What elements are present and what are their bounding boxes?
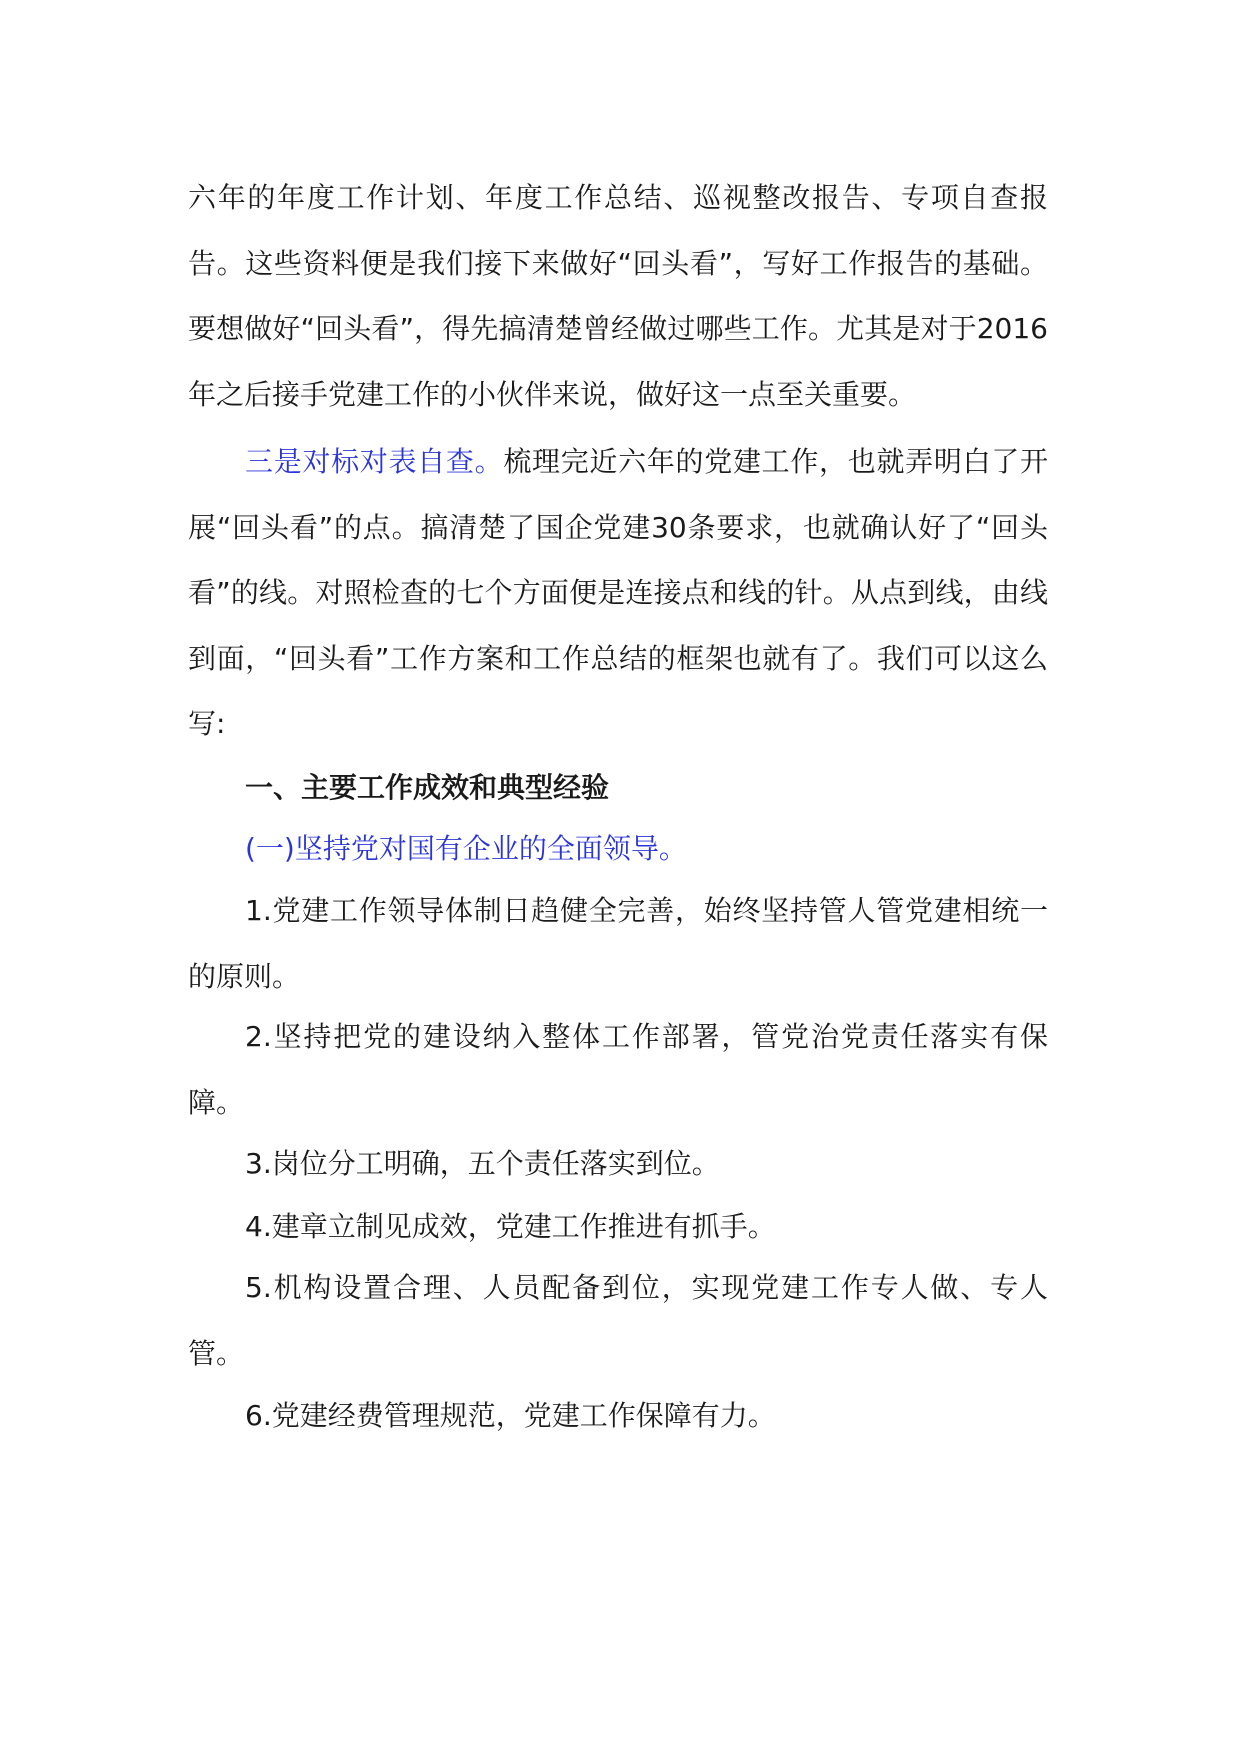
list-item-6: 6.党建经费管理规范，党建工作保障有力。 [245,1399,776,1432]
list-item-3: 3.岗位分工明确，五个责任落实到位。 [245,1147,720,1180]
paragraph-materials: 六年的年度工作计划、年度工作总结、巡视整改报告、专项自查报告。这些资料便是我们接下来做好“回头看”，写好工作报告的基础。要想做好“回头看”，得先搞清楚曾经做过哪些工作。尤其是对于2016年之后接手党建工作的小伙伴来说，做好这一点至关重要。 [188,181,1048,411]
list-item-2: 2.坚持把党的建设纳入整体工作部署，管党治党责任落实有保障。 [188,1020,1048,1119]
list-item-5: 5.机构设置合理、人员配备到位，实现党建工作专人做、专人管。 [188,1271,1048,1370]
list-item-1: 1.党建工作领导体制日趋健全完善，始终坚持管人管党建相统一的原则。 [188,894,1048,993]
self-check-body: 梳理完近六年的党建工作，也就弄明白了开展“回头看”的点。搞清楚了国企党建30条要求，也就确认好了“回头看”的线。对照检查的七个方面便是连接点和线的针。从点到线，由线到面，“回头看”工作方案和工作总结的框架也就有了。我们可以这么写: [188,445,1048,740]
self-check-lead: 三是对标对表自查。 [245,445,504,478]
paragraph-self-check [188,429,1048,757]
subheading-party-leadership: (一)坚持党对国有企业的全面领导。 [245,831,687,865]
document-page [188,165,1048,1449]
list-item-4: 4.建章立制见成效，党建工作推进有抓手。 [245,1209,776,1243]
section-heading-main-achievements: 一、主要工作成效和典型经验 [245,770,610,804]
